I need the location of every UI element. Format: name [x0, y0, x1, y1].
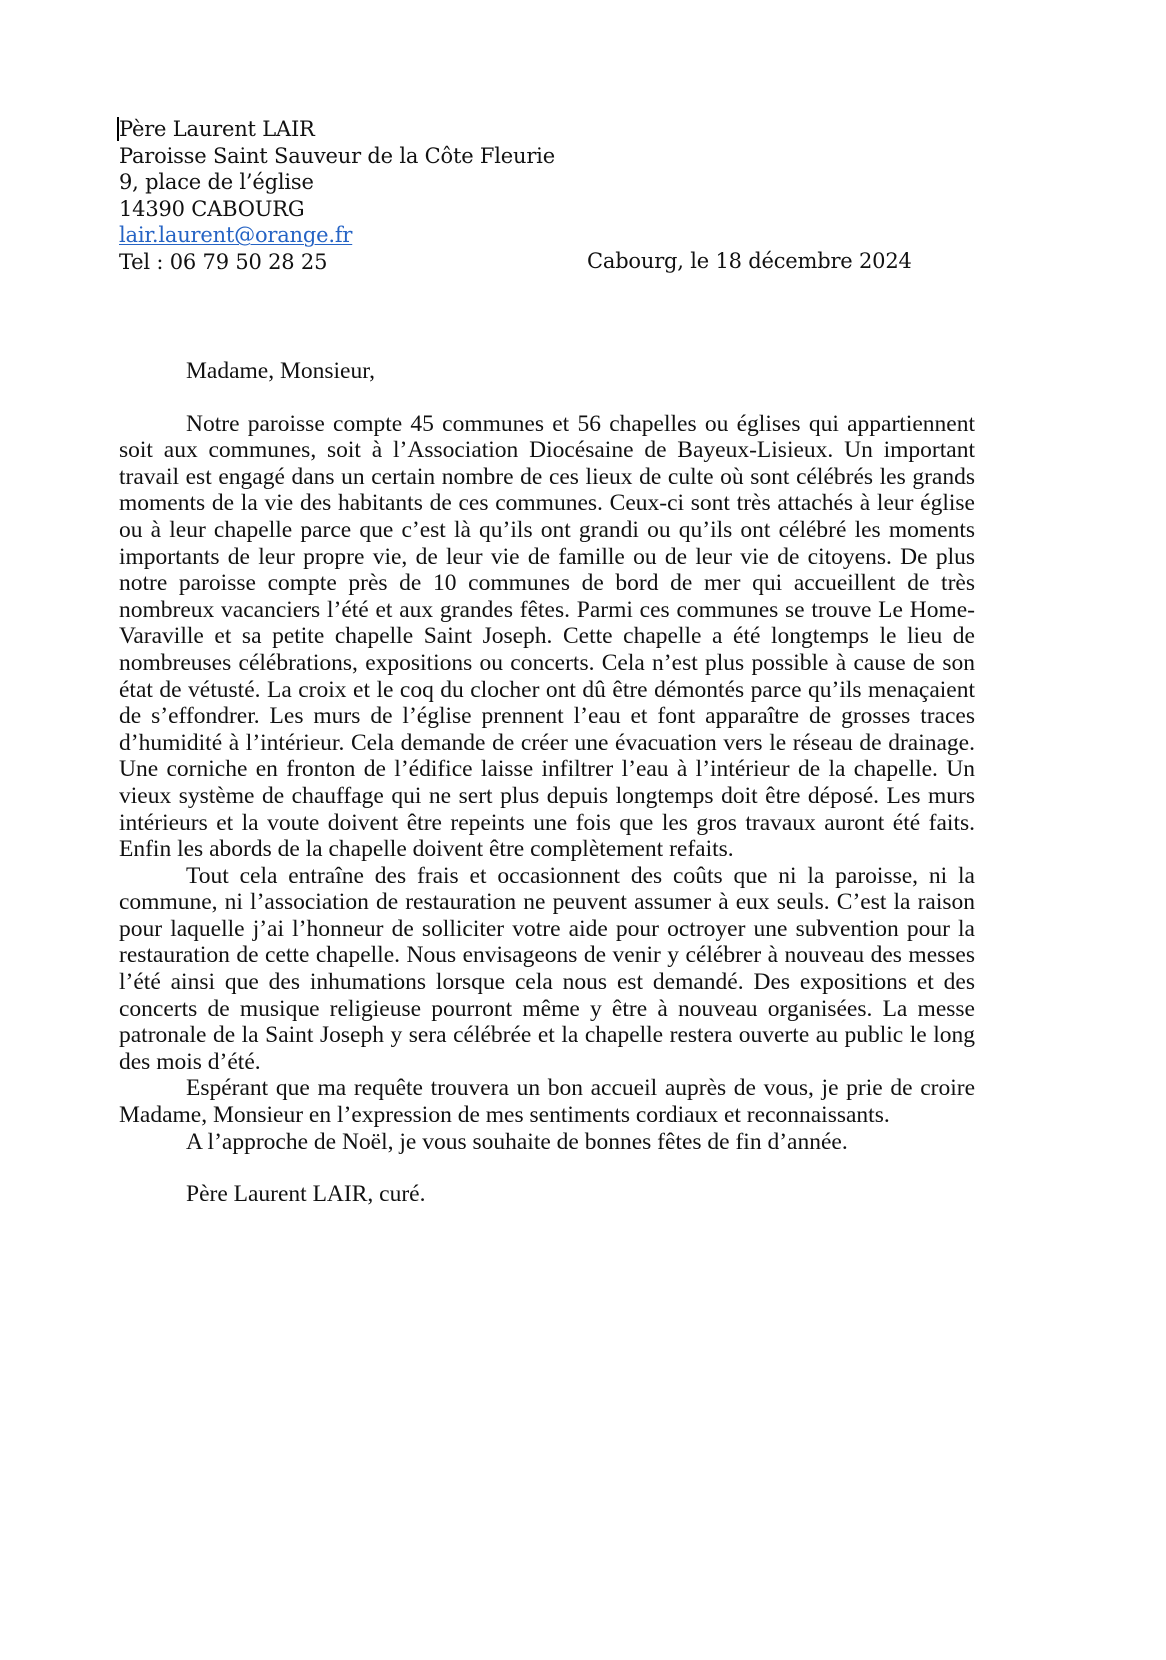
sender-postal-city: 14390 CABOURG: [119, 196, 305, 221]
sender-address: 9, place de l’église: [119, 170, 314, 194]
paragraph-3: Espérant que ma requête trouvera un bon accueil auprès de vous, je prie de croire Madame, Monsieur en l’expression de mes sentiments cordiaux et reconnaissants.: [119, 1075, 975, 1129]
sender-block: [119, 116, 555, 275]
paragraph-4: A l’approche de Noël, je vous souhaite de bonnes fêtes de fin d’année.: [186, 1128, 848, 1155]
sender-phone: Tel : 06 79 50 28 25: [119, 249, 328, 274]
date-line: Cabourg, le 18 décembre 2024: [587, 249, 912, 273]
sender-name: Père Laurent LAIR: [119, 117, 315, 141]
paragraph-1: Notre paroisse compte 45 communes et 56 chapelles ou églises qui appartiennent soit aux communes, soit à l’Association Diocésaine de Bayeux-Lisieux. Un important travail est engagé dans un certain nombre de ces lieux de culte où sont célébrés les grands moments de la vie des habitants de ces communes. Ceux-ci sont très attachés à leur église ou à leur chapelle parce que c’est là qu’ils ont grandi ou qu’ils ont célébré les moments importants de leur propre vie, de leur vie de famille ou de leur vie de citoyens. De plus notre paroisse compte près de 10 communes de bord de mer qui accueillent de très nombreux vacanciers l’été et aux grandes fêtes. Parmi ces communes se trouve Le Home-Varaville et sa petite chapelle Saint Joseph. Cette chapelle a été longtemps le lieu de nombreuses célébrations, expositions ou concerts. Cela n’est plus possible à cause de son état de vétusté. La croix et le coq du clocher ont dû être démontés parce qu’ils menaçaient de s’effondrer. Les murs de l’église prennent l’eau et font apparaître de grosses traces d’humidité à l’intérieur. Cela demande de créer une évacuation vers le réseau de drainage. Une corniche en fronton de l’édifice laisse infiltrer l’eau à l’intérieur de la chapelle. Un vieux système de chauffage qui ne sert plus depuis longtemps doit être déposé. Les murs intérieurs et la voute doivent être repeints une fois que les gros travaux auront été faits. Enfin les abords de la chapelle doivent être complètement refaits.: [119, 410, 975, 863]
paragraph-2: Tout cela entraîne des frais et occasionnent des coûts que ni la paroisse, ni la commune, ni l’association de restauration ne peuvent assumer à eux seuls. C’est la raison pour laquelle j’ai l’honneur de solliciter votre aide pour octroyer une subvention pour la restauration de cette chapelle. Nous envisageons de venir y célébrer à nouveau des messes l’été ainsi que des inhumations lorsque cela nous est demandé. Des expositions et des concerts de musique religieuse pourront même y être à nouveau organisées. La messe patronale de la Saint Joseph y sera célébrée et la chapelle restera ouverte au public le long des mois d’été.: [119, 862, 975, 1075]
salutation: Madame, Monsieur,: [186, 358, 375, 384]
sender-organization: Paroisse Saint Sauveur de la Côte Fleurie: [119, 143, 555, 168]
sender-email-link[interactable]: lair.laurent@orange.fr: [119, 223, 353, 247]
signature: Père Laurent LAIR, curé.: [186, 1181, 426, 1208]
text-cursor: [117, 117, 119, 141]
letter-body: [119, 358, 975, 1208]
